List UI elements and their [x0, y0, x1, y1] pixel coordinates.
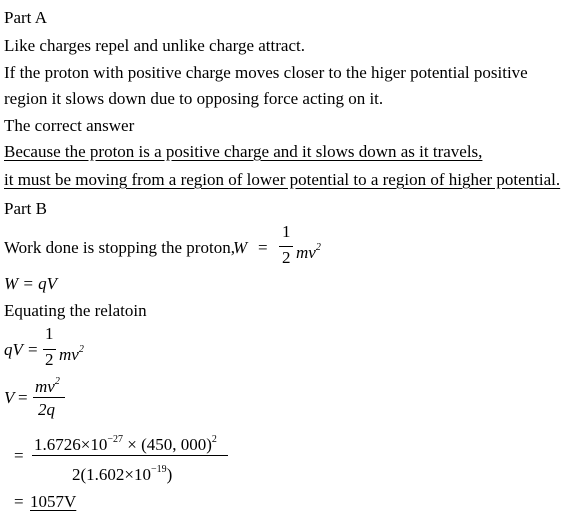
frac-denominator: 2	[282, 248, 291, 267]
equals-sign: =	[258, 238, 268, 257]
num-exp-sq: 2	[211, 434, 217, 445]
mv-term-2	[59, 340, 84, 365]
mv-term	[296, 238, 321, 263]
frac4-rule	[32, 455, 228, 456]
mv-text-2: mv	[59, 345, 79, 364]
result-value: 1057V	[30, 492, 77, 511]
frac3-numerator	[35, 372, 60, 397]
answer-label: The correct answer	[4, 116, 135, 135]
part-a-line-2: If the proton with positive charge moves closer to the higer potential positive	[4, 63, 528, 82]
result-equals: =	[14, 492, 24, 511]
answer-line-1: Because the proton is a positive charge and it slows down as it travels,	[4, 142, 483, 161]
part-a-heading: Part A	[4, 8, 47, 27]
frac-numerator: 1	[282, 222, 291, 241]
equals-sign-4: =	[14, 446, 24, 465]
num-exp-a: −27	[107, 434, 123, 445]
part-a-line-3: region it slows down due to opposing force acting on it.	[4, 89, 384, 108]
equals-sign-2: =	[28, 340, 38, 359]
equating-text: Equating the relatoin	[4, 301, 147, 320]
frac4-denominator	[72, 460, 172, 485]
frac2-denominator: 2	[45, 350, 54, 369]
num-part-a: 1.6726×10	[34, 435, 108, 454]
den-part-a: 2(1.602×10	[72, 465, 151, 484]
v-lhs: V	[4, 388, 15, 407]
part-a-line-1: Like charges repel and unlike charge attract.	[4, 36, 305, 55]
part-b-heading: Part B	[4, 199, 47, 218]
mv-text-3: mv	[35, 377, 55, 396]
mv-exp: 2	[315, 242, 321, 253]
frac3-rule	[33, 397, 65, 398]
work-W: W	[233, 238, 248, 257]
equals-sign-3: =	[18, 388, 28, 407]
answer-line-2: it must be moving from a region of lower potential to a region of higher potential.	[4, 170, 561, 189]
num-part-b: × (450, 000)	[122, 435, 212, 454]
mv-exp-2: 2	[78, 344, 84, 355]
qv-lhs: qV	[4, 340, 23, 359]
frac4-numerator	[34, 430, 217, 455]
frac2-numerator: 1	[45, 324, 54, 343]
work-text: Work done is stopping the proton,	[4, 238, 235, 257]
den-exp: −19	[151, 464, 167, 475]
mv-text: mv	[296, 243, 316, 262]
mv-exp-3: 2	[54, 376, 60, 387]
frac3-denominator: 2q	[38, 400, 55, 419]
den-part-b: )	[166, 465, 173, 484]
w-qv: W = qV	[4, 274, 58, 293]
frac-rule	[279, 246, 293, 247]
